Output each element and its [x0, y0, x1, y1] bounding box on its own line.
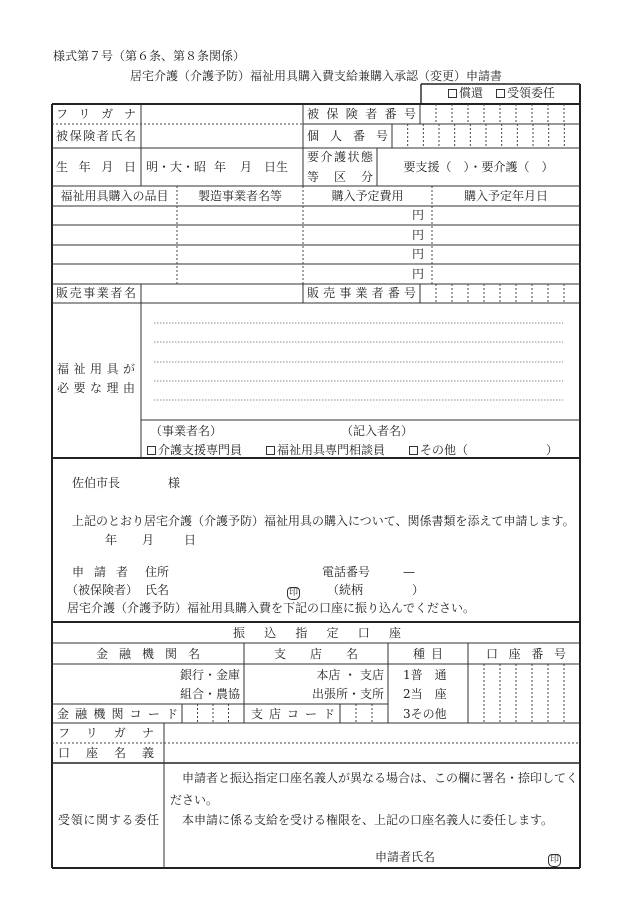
- furigana-label: フリガナ: [56, 107, 136, 121]
- writer-name-label: （記入者名）: [341, 424, 414, 438]
- bank-header-institution: 金融機関名: [96, 647, 200, 661]
- institution-type-1: 銀行・金庫: [179, 668, 240, 682]
- business-name-label: （事業者名）: [150, 424, 223, 438]
- role-option-equipment-consultant[interactable]: [266, 443, 385, 457]
- delegation-note-line2: ださい。: [170, 793, 219, 807]
- institution-type-2: 組合・農協: [179, 687, 240, 701]
- birthdate-label: 生年月日: [56, 160, 136, 174]
- birthdate-month-unit: 月: [240, 160, 253, 174]
- applicant-label: 申請者: [72, 565, 128, 579]
- seal-icon: 印: [550, 855, 560, 865]
- delegation-text: 本申請に係る支給を受ける権限を、上記の口座名義人に委任します。: [182, 813, 554, 827]
- honorific: 様: [168, 476, 181, 490]
- payment-option-reimbursement[interactable]: [448, 86, 483, 100]
- role-other-close: ）: [546, 443, 559, 457]
- option-label: その他（: [420, 443, 469, 457]
- insured-number-label: 被保険者番号: [307, 107, 416, 121]
- phone-separator: —: [403, 565, 415, 579]
- care-level-label-line1: 要介護状態: [307, 150, 373, 164]
- insured-person-label: （被保険者）: [66, 583, 139, 597]
- items-header-cost: 購入予定費用: [331, 189, 404, 203]
- branch-code-label: 支店コード: [251, 707, 335, 721]
- phone-label: 電話番号: [322, 565, 371, 579]
- care-level-value: 要支援（ ）・要介護（ ）: [403, 160, 554, 174]
- seller-name-label: 販売事業者名: [56, 286, 136, 300]
- date-day-unit: 日: [184, 533, 197, 547]
- birthdate-day-unit: 日生: [264, 160, 289, 174]
- bank-header-account-number: 口座番号: [486, 647, 566, 661]
- option-label: 受領委任: [507, 86, 556, 100]
- birthdate-year-unit: 年: [214, 160, 227, 174]
- checkbox-icon[interactable]: [448, 89, 457, 98]
- seal-icon: 印: [289, 588, 299, 598]
- checkbox-icon[interactable]: [147, 446, 156, 455]
- yen-unit: 円: [412, 267, 425, 281]
- items-header-item: 福祉用具購入の品目: [60, 189, 169, 203]
- address-label: 住所: [145, 565, 170, 579]
- addressee: 佐伯市長: [72, 476, 121, 490]
- personal-number-label: 個人番号: [307, 129, 388, 143]
- items-header-date: 購入予定年月日: [463, 189, 548, 203]
- birthdate-eras: 明・大・昭: [146, 160, 207, 174]
- delegation-label: 受領に関する委任: [58, 813, 159, 827]
- transfer-request: 居宅介護（介護予防）福祉用具購入費を下記の口座に振り込んでください。: [67, 601, 476, 615]
- yen-unit: 円: [412, 208, 425, 222]
- applicant-name-label: 氏名: [145, 583, 170, 597]
- role-option-other[interactable]: [409, 443, 468, 457]
- application-statement: 上記のとおり居宅介護（介護予防）福祉用具の購入について、関係書類を添えて申請します。: [72, 514, 575, 528]
- date-year-unit: 年: [105, 533, 118, 547]
- relation-label: （続柄: [327, 583, 364, 597]
- bank-header-account-type: 種目: [413, 647, 443, 661]
- yen-unit: 円: [412, 228, 425, 242]
- option-label: 償還: [459, 86, 484, 100]
- seller-number-label: 販売事業者番号: [307, 286, 416, 300]
- form-number: 様式第７号（第６条、第８条関係）: [53, 49, 246, 63]
- account-type-ordinary: 1普 通: [403, 668, 447, 682]
- signer-name-label: 申請者氏名: [375, 850, 436, 864]
- care-level-label-line2: 等区分: [307, 170, 373, 184]
- account-furigana-label: フリガナ: [58, 726, 154, 740]
- items-header-maker: 製造事業者名等: [197, 189, 282, 203]
- payment-option-delegated-receipt[interactable]: [496, 86, 555, 100]
- role-option-care-manager[interactable]: [147, 443, 242, 457]
- checkbox-icon[interactable]: [266, 446, 275, 455]
- bank-header-branch: 支店名: [274, 647, 358, 661]
- branch-type-1: 本店 ・ 支店: [316, 668, 384, 682]
- branch-type-2: 出張所・支所: [311, 687, 384, 701]
- account-holder-label: 口座名義: [58, 746, 154, 760]
- seal-mark: [287, 584, 300, 600]
- institution-code-label: 金融機関コード: [57, 707, 178, 721]
- account-type-current: 2当 座: [403, 687, 447, 701]
- form-title: 居宅介護（介護予防）福祉用具購入費支給兼購入承認（変更）申請書: [130, 69, 503, 83]
- account-type-other: 3その他: [403, 707, 447, 721]
- date-month-unit: 月: [142, 533, 155, 547]
- option-label: 介護支援専門員: [158, 443, 243, 457]
- delegation-note-line1: 申請者と振込指定口座名義人が異なる場合は、この欄に署名・捺印してく: [182, 771, 579, 785]
- option-label: 福祉用具専門相談員: [277, 443, 386, 457]
- yen-unit: 円: [412, 247, 425, 261]
- checkbox-icon[interactable]: [496, 89, 505, 98]
- relation-close: ）: [412, 583, 425, 597]
- insured-name-label: 被保険者氏名: [56, 129, 136, 143]
- reason-label-line1: 福祉用具が: [57, 362, 135, 376]
- signer-seal-mark: [548, 851, 561, 867]
- reason-label-line2: 必要な理由: [57, 381, 135, 395]
- checkbox-icon[interactable]: [409, 446, 418, 455]
- bank-section-title: 振込指定口座: [233, 626, 401, 640]
